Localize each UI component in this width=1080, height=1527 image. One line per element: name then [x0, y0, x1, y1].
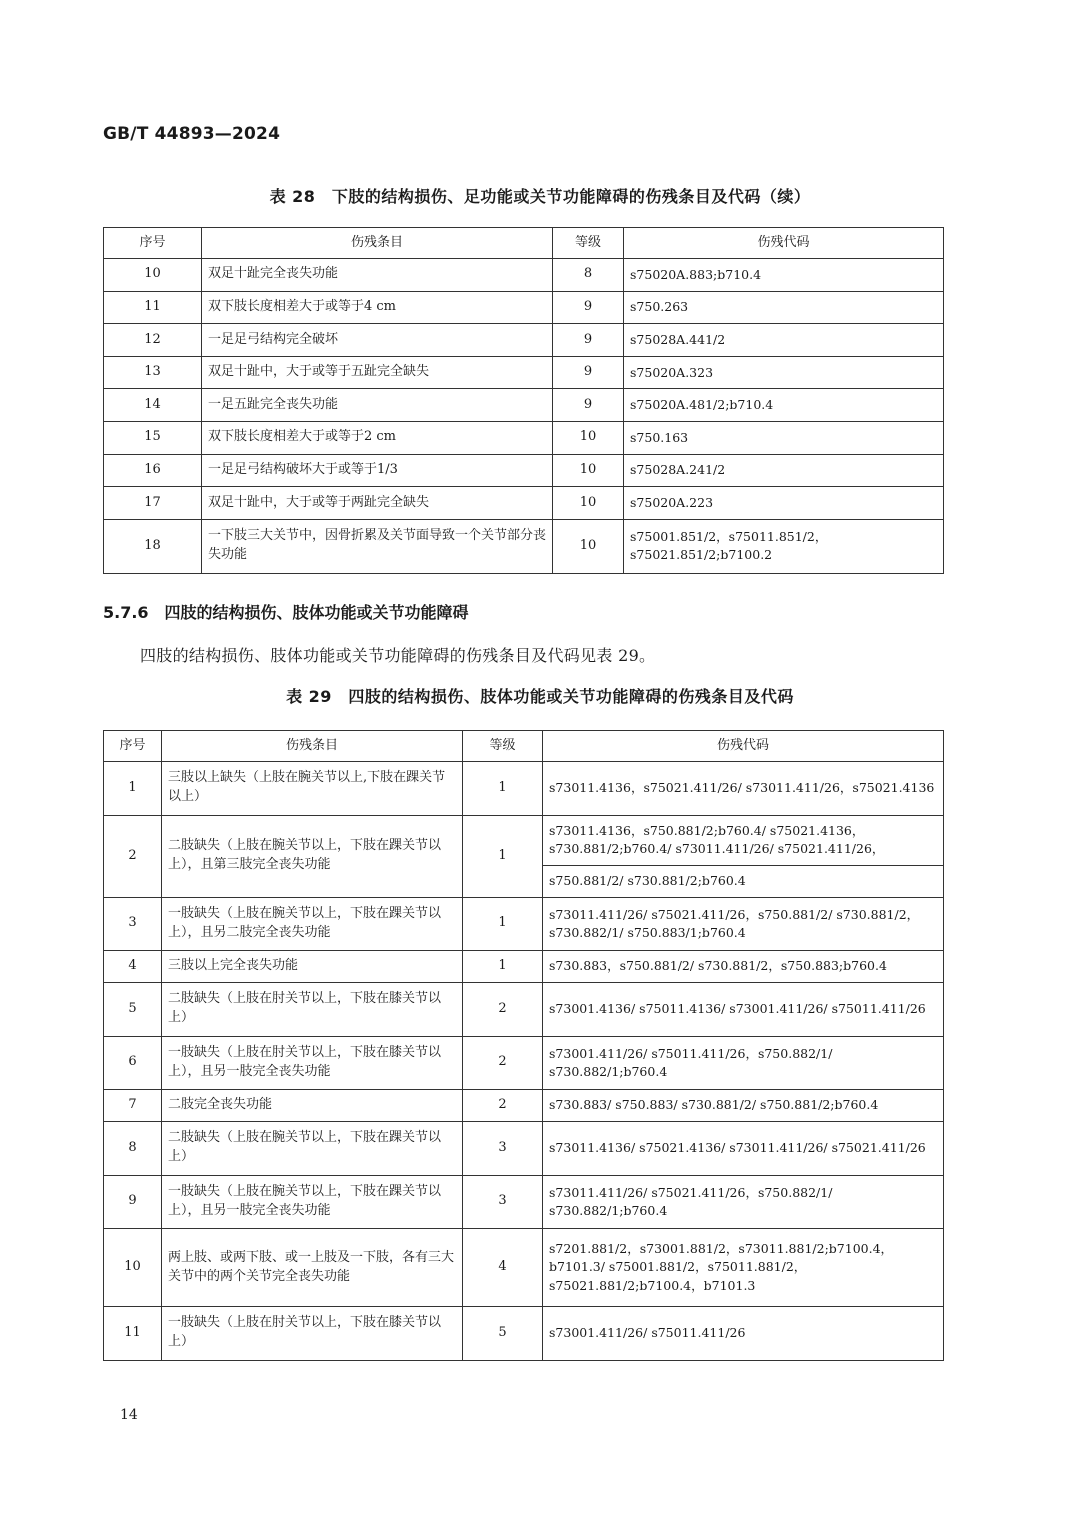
col-header-grade: 等级 [553, 228, 624, 259]
row-no: 14 [104, 389, 202, 422]
row-no: 7 [104, 1090, 162, 1122]
table-row [104, 1036, 944, 1090]
row-grade: 2 [463, 1090, 543, 1122]
row-no: 4 [104, 951, 162, 983]
row-no: 3 [104, 897, 162, 951]
table-row [104, 487, 944, 520]
table29 [103, 730, 944, 1361]
row-code: s73011.4136/ s75021.4136/ s73011.411/26/ s75021.411/26 [543, 1122, 944, 1176]
row-grade: 10 [553, 487, 624, 520]
col-header-no: 序号 [104, 228, 202, 259]
row-grade: 4 [463, 1229, 543, 1307]
section-heading: 5.7.6 四肢的结构损伤、肢体功能或关节功能障碍 [103, 603, 469, 622]
row-item: 三肢以上完全丧失功能 [162, 951, 463, 983]
row-grade: 9 [553, 291, 624, 324]
row-no: 1 [104, 762, 162, 816]
row-grade: 5 [463, 1307, 543, 1361]
row-code: s75001.851/2，s75011.851/2，s75021.851/2;b7100.2 [624, 519, 944, 573]
table-row [104, 762, 944, 816]
row-no: 17 [104, 487, 202, 520]
row-grade: 8 [553, 259, 624, 292]
row-code: s75020A.323 [624, 356, 944, 389]
row-grade: 2 [463, 1036, 543, 1090]
table-row [104, 389, 944, 422]
table28-header-row [104, 228, 944, 259]
col-header-grade: 等级 [463, 731, 543, 762]
row-no: 9 [104, 1175, 162, 1229]
row-code: s73001.411/26/ s75011.411/26，s750.882/1/ s730.882/1;b760.4 [543, 1036, 944, 1090]
row-code: s75028A.241/2 [624, 454, 944, 487]
row-item: 一足五趾完全丧失功能 [202, 389, 553, 422]
row-item: 双足十趾完全丧失功能 [202, 259, 553, 292]
row-code: s75020A.223 [624, 487, 944, 520]
row-no: 18 [104, 519, 202, 573]
row-grade: 10 [553, 421, 624, 454]
row-item: 双下肢长度相差大于或等于2 cm [202, 421, 553, 454]
row-grade: 3 [463, 1175, 543, 1229]
body-paragraph: 四肢的结构损伤、肢体功能或关节功能障碍的伤残条目及代码见表 29。 [140, 646, 656, 665]
standard-code: GB/T 44893—2024 [103, 124, 281, 144]
row-item: 双下肢长度相差大于或等于4 cm [202, 291, 553, 324]
row-item: 双足十趾中，大于或等于两趾完全缺失 [202, 487, 553, 520]
row-grade: 10 [553, 454, 624, 487]
row-no: 15 [104, 421, 202, 454]
row-item: 一足足弓结构破坏大于或等于1/3 [202, 454, 553, 487]
table-row [104, 951, 944, 983]
row-code: s75020A.883;b710.4 [624, 259, 944, 292]
row-item: 一肢缺失（上肢在肘关节以上，下肢在膝关节以上），且另一肢完全丧失功能 [162, 1036, 463, 1090]
row-code: s73001.4136/ s75011.4136/ s73001.411/26/ s75011.411/26 [543, 983, 944, 1037]
table-row [104, 1229, 944, 1307]
col-header-code: 伤残代码 [624, 228, 944, 259]
table-row [104, 897, 944, 951]
row-code-continued: s750.881/2/ s730.881/2;b760.4 [543, 865, 944, 897]
table-row [104, 1307, 944, 1361]
row-code: s73011.411/26/ s75021.411/26，s750.881/2/ s730.881/2，s730.882/1/ s750.883/1;b760.4 [543, 897, 944, 951]
row-item: 两上肢、或两下肢、或一上肢及一下肢，各有三大关节中的两个关节完全丧失功能 [162, 1229, 463, 1307]
row-item: 二肢缺失（上肢在腕关节以上，下肢在踝关节以上） [162, 1122, 463, 1176]
col-header-no: 序号 [104, 731, 162, 762]
row-no: 10 [104, 1229, 162, 1307]
row-no: 6 [104, 1036, 162, 1090]
row-item: 双足十趾中，大于或等于五趾完全缺失 [202, 356, 553, 389]
row-grade: 2 [463, 983, 543, 1037]
row-code: s750.263 [624, 291, 944, 324]
row-item: 二肢缺失（上肢在肘关节以上，下肢在膝关节以上） [162, 983, 463, 1037]
row-no: 16 [104, 454, 202, 487]
row-no: 5 [104, 983, 162, 1037]
row-grade: 1 [463, 815, 543, 897]
row-no: 8 [104, 1122, 162, 1176]
row-item: 一足足弓结构完全破坏 [202, 324, 553, 357]
table-row [104, 815, 944, 865]
row-item: 一下肢三大关节中，因骨折累及关节面导致一个关节部分丧失功能 [202, 519, 553, 573]
table-row [104, 454, 944, 487]
row-code: s750.163 [624, 421, 944, 454]
table-row [104, 519, 944, 573]
row-code: s75020A.481/2;b710.4 [624, 389, 944, 422]
col-header-item: 伤残条目 [162, 731, 463, 762]
table-row [104, 421, 944, 454]
row-code: s73001.411/26/ s75011.411/26 [543, 1307, 944, 1361]
table28 [103, 227, 944, 574]
row-grade: 1 [463, 762, 543, 816]
row-no: 12 [104, 324, 202, 357]
row-item: 三肢以上缺失（上肢在腕关节以上,下肢在踝关节以上） [162, 762, 463, 816]
row-grade: 9 [553, 389, 624, 422]
row-grade: 3 [463, 1122, 543, 1176]
row-code: s73011.411/26/ s75021.411/26，s750.882/1/ s730.882/1;b760.4 [543, 1175, 944, 1229]
row-item: 一肢缺失（上肢在腕关节以上，下肢在踝关节以上），且另一肢完全丧失功能 [162, 1175, 463, 1229]
row-grade: 9 [553, 356, 624, 389]
table-row [104, 324, 944, 357]
table-row [104, 1090, 944, 1122]
row-grade: 9 [553, 324, 624, 357]
row-code: s73011.4136，s75021.411/26/ s73011.411/26，s75021.4136 [543, 762, 944, 816]
row-no: 10 [104, 259, 202, 292]
col-header-code: 伤残代码 [543, 731, 944, 762]
row-item: 二肢完全丧失功能 [162, 1090, 463, 1122]
table29-caption: 表 29 四肢的结构损伤、肢体功能或关节功能障碍的伤残条目及代码 [286, 687, 794, 706]
table-row [104, 356, 944, 389]
table29-header-row [104, 731, 944, 762]
row-item: 一肢缺失（上肢在肘关节以上，下肢在膝关节以上） [162, 1307, 463, 1361]
row-item: 一肢缺失（上肢在腕关节以上，下肢在踝关节以上），且另二肢完全丧失功能 [162, 897, 463, 951]
table-row [104, 1122, 944, 1176]
table28-caption: 表 28 下肢的结构损伤、足功能或关节功能障碍的伤残条目及代码（续） [269, 187, 811, 206]
col-header-item: 伤残条目 [202, 228, 553, 259]
row-code: s7201.881/2，s73001.881/2，s73011.881/2;b7100.4，b7101.3/ s75001.881/2，s75011.881/2，s75021.881/2;b7100.4，b7101.3 [543, 1229, 944, 1307]
row-item: 二肢缺失（上肢在腕关节以上，下肢在踝关节以上），且第三肢完全丧失功能 [162, 815, 463, 897]
row-no: 13 [104, 356, 202, 389]
row-no: 2 [104, 815, 162, 897]
row-code: s730.883，s750.881/2/ s730.881/2，s750.883;b760.4 [543, 951, 944, 983]
row-code: s75028A.441/2 [624, 324, 944, 357]
row-grade: 1 [463, 897, 543, 951]
row-no: 11 [104, 1307, 162, 1361]
row-code: s730.883/ s750.883/ s730.881/2/ s750.881/2;b760.4 [543, 1090, 944, 1122]
row-code: s73011.4136，s750.881/2;b760.4/ s75021.4136，s730.881/2;b760.4/ s73011.411/26/ s75021.411/26， [543, 815, 944, 865]
row-grade: 1 [463, 951, 543, 983]
table-row [104, 1175, 944, 1229]
row-no: 11 [104, 291, 202, 324]
page-number: 14 [120, 1407, 138, 1423]
row-grade: 10 [553, 519, 624, 573]
table-row [104, 259, 944, 292]
table-row [104, 983, 944, 1037]
table-row [104, 291, 944, 324]
